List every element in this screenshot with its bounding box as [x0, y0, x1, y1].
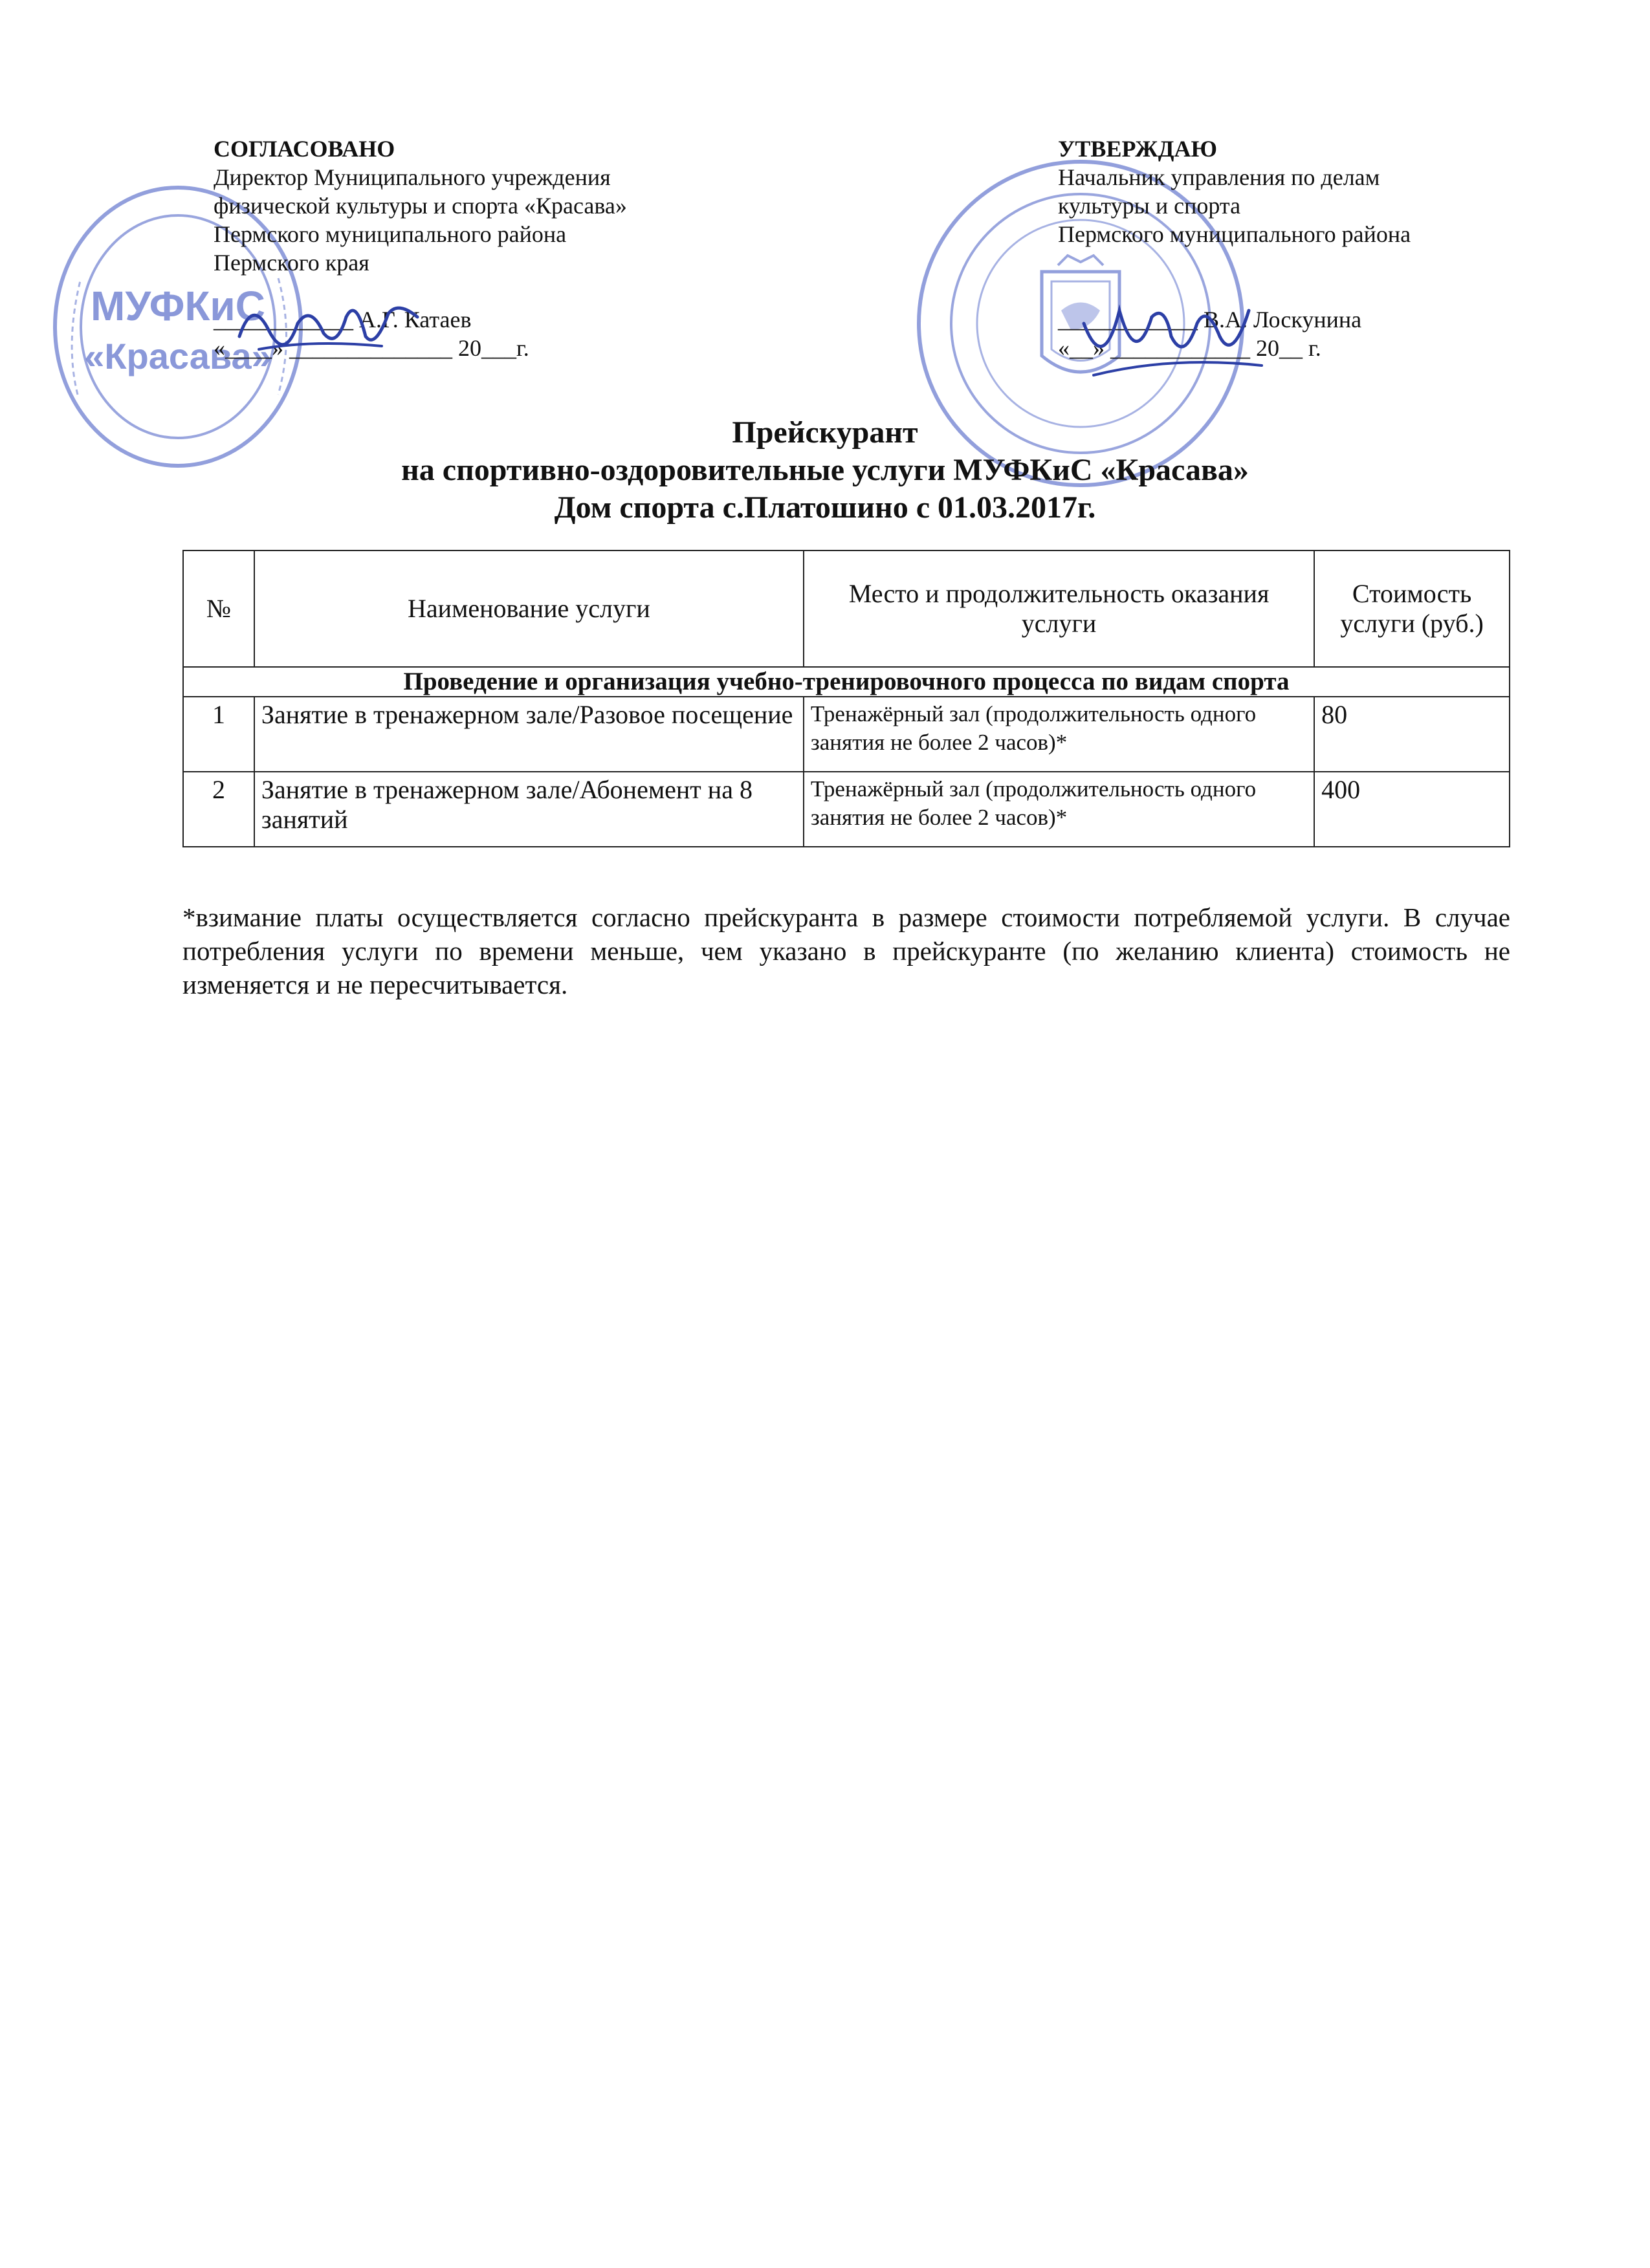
signature-right	[1074, 285, 1268, 388]
approval-line: Пермского муниципального района	[1058, 221, 1411, 247]
row-number: 2	[183, 772, 254, 847]
header-price: Стоимость услуги (руб.)	[1314, 551, 1510, 667]
approval-line: Начальник управления по делам	[1058, 164, 1380, 190]
group-title: Проведение и организация учебно-тренировочного процесса по видам спорта	[183, 667, 1510, 697]
footnote: *взимание платы осуществляется согласно прейскуранта в размере стоимости потребляемой услуги. В случае потребления услуги по времени меньше, чем указано в прейскуранте (по желанию клиента) стоимость не изменяется и не пересчитывается.	[182, 902, 1510, 999]
row-place: Тренажёрный зал (продолжительность одного занятия не более 2 часов)*	[804, 697, 1314, 772]
date-line-left: «____» ______________ 20___г.	[214, 335, 529, 361]
signature-line-right: ____________ В.А. Лоскунина	[1058, 307, 1362, 333]
date-line-right: «__» ____________ 20__ г.	[1058, 335, 1321, 361]
document-title	[0, 414, 1650, 527]
table-header-row	[183, 551, 1510, 667]
approval-line: Пермского края	[214, 250, 369, 276]
approval-line: Пермского муниципального района	[214, 221, 567, 247]
approval-line: Директор Муниципального учреждения	[214, 164, 611, 190]
table-row	[183, 772, 1510, 847]
row-place: Тренажёрный зал (продолжительность одного занятия не более 2 часов)*	[804, 772, 1314, 847]
svg-text:МУФКиС: МУФКиС	[91, 283, 265, 329]
signature-line-left: ____________ А.Г. Катаев	[214, 307, 472, 333]
header-number: №	[183, 551, 254, 667]
price-table	[182, 550, 1510, 847]
table-row	[183, 697, 1510, 772]
row-price: 400	[1314, 772, 1510, 847]
row-number: 1	[183, 697, 254, 772]
approval-heading-left: СОГЛАСОВАНО	[214, 136, 395, 162]
signature-left	[233, 278, 427, 369]
table-group-row	[183, 667, 1510, 697]
row-service-name: Занятие в тренажерном зале/Абонемент на 8 занятий	[254, 772, 804, 847]
svg-text:«Красава»: «Красава»	[84, 336, 272, 376]
header-service-name: Наименование услуги	[254, 551, 804, 667]
title-line-2: на спортивно-оздоровительные услуги МУФКиС «Красава»	[401, 453, 1249, 487]
row-price: 80	[1314, 697, 1510, 772]
row-service-name: Занятие в тренажерном зале/Разовое посещение	[254, 697, 804, 772]
title-line-1: Прейскурант	[732, 415, 918, 450]
approval-line: культуры и спорта	[1058, 193, 1241, 219]
approval-heading-right: УТВЕРЖДАЮ	[1058, 136, 1218, 162]
header-place-duration: Место и продолжительность оказания услуги	[804, 551, 1314, 667]
approval-line: физической культуры и спорта «Красава»	[214, 193, 627, 219]
title-line-3: Дом спорта с.Платошино с 01.03.2017г.	[554, 490, 1096, 525]
